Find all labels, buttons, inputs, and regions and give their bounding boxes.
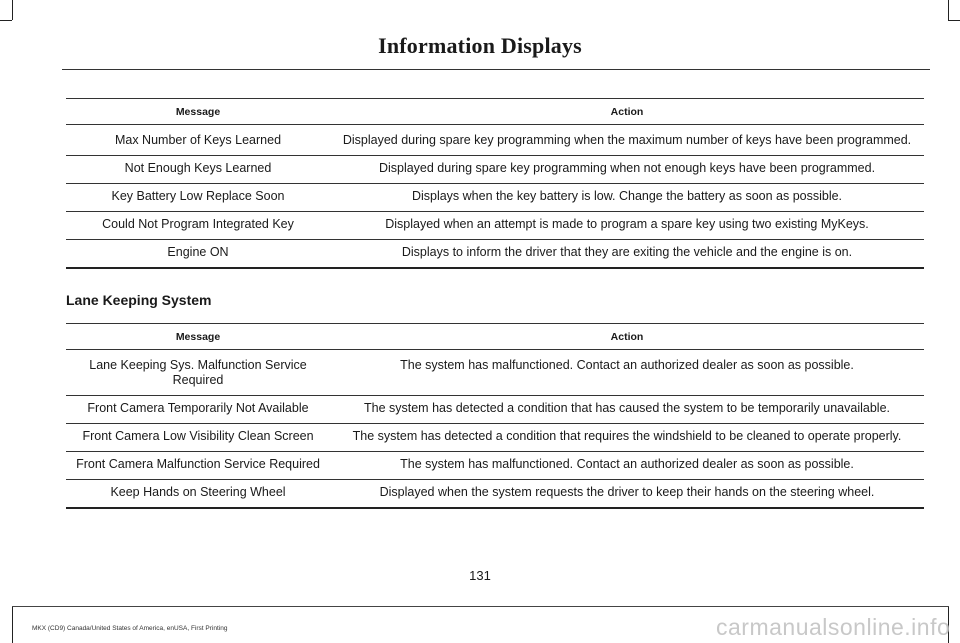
edition-info: MKX (CD9) Canada/United States of America, enUSA, First Printing xyxy=(32,625,228,632)
action-cell: Displays to inform the driver that they are exiting the vehicle and the engine is on. xyxy=(330,240,924,269)
page-number: 131 xyxy=(469,568,491,583)
crop-mark-top-left-v xyxy=(12,0,13,20)
message-cell: Front Camera Temporarily Not Available xyxy=(66,396,330,424)
crop-mark-bottom-left-v xyxy=(12,606,13,643)
action-cell: Displayed during spare key programming when the maximum number of keys have been programmed. xyxy=(330,125,924,156)
title-divider xyxy=(62,69,930,70)
watermark: carmanualsonline.info xyxy=(716,614,951,640)
message-cell: Front Camera Low Visibility Clean Screen xyxy=(66,424,330,452)
message-cell: Front Camera Malfunction Service Required xyxy=(66,452,330,480)
message-cell: Not Enough Keys Learned xyxy=(66,156,330,184)
action-cell: Displays when the key battery is low. Change the battery as soon as possible. xyxy=(330,184,924,212)
page-title: Information Displays xyxy=(378,33,582,58)
column-header-message: Message xyxy=(66,324,330,350)
table-header-row xyxy=(66,99,924,125)
message-cell: Keep Hands on Steering Wheel xyxy=(66,480,330,509)
key-messages-table xyxy=(66,98,924,269)
action-cell: Displayed when an attempt is made to program a spare key using two existing MyKeys. xyxy=(330,212,924,240)
table-row xyxy=(66,424,924,452)
table-row xyxy=(66,184,924,212)
message-cell: Key Battery Low Replace Soon xyxy=(66,184,330,212)
crop-mark-top-right-h xyxy=(948,20,960,21)
crop-mark-top-right-v xyxy=(948,0,949,20)
action-cell: Displayed when the system requests the driver to keep their hands on the steering wheel. xyxy=(330,480,924,509)
table-row xyxy=(66,350,924,396)
column-header-action: Action xyxy=(330,99,924,125)
table-row xyxy=(66,396,924,424)
action-cell: The system has malfunctioned. Contact an authorized dealer as soon as possible. xyxy=(330,350,924,396)
column-header-action: Action xyxy=(330,324,924,350)
crop-mark-top-left-h xyxy=(0,20,12,21)
action-cell: Displayed during spare key programming when not enough keys have been programmed. xyxy=(330,156,924,184)
action-cell: The system has detected a condition that requires the windshield to be cleaned to operate properly. xyxy=(330,424,924,452)
message-cell: Engine ON xyxy=(66,240,330,269)
table-row xyxy=(66,480,924,509)
lane-keeping-messages-table xyxy=(66,323,924,509)
table-row xyxy=(66,240,924,269)
action-cell: The system has detected a condition that has caused the system to be temporarily unavailable. xyxy=(330,396,924,424)
footer-divider xyxy=(12,606,949,607)
section-heading: Lane Keeping System xyxy=(66,292,212,308)
message-cell: Could Not Program Integrated Key xyxy=(66,212,330,240)
table-row xyxy=(66,156,924,184)
message-cell: Lane Keeping Sys. Malfunction Service Required xyxy=(66,350,330,396)
message-cell: Max Number of Keys Learned xyxy=(66,125,330,156)
table-header-row xyxy=(66,324,924,350)
action-cell: The system has malfunctioned. Contact an authorized dealer as soon as possible. xyxy=(330,452,924,480)
column-header-message: Message xyxy=(66,99,330,125)
table-row xyxy=(66,212,924,240)
table-row xyxy=(66,452,924,480)
table-row xyxy=(66,125,924,156)
